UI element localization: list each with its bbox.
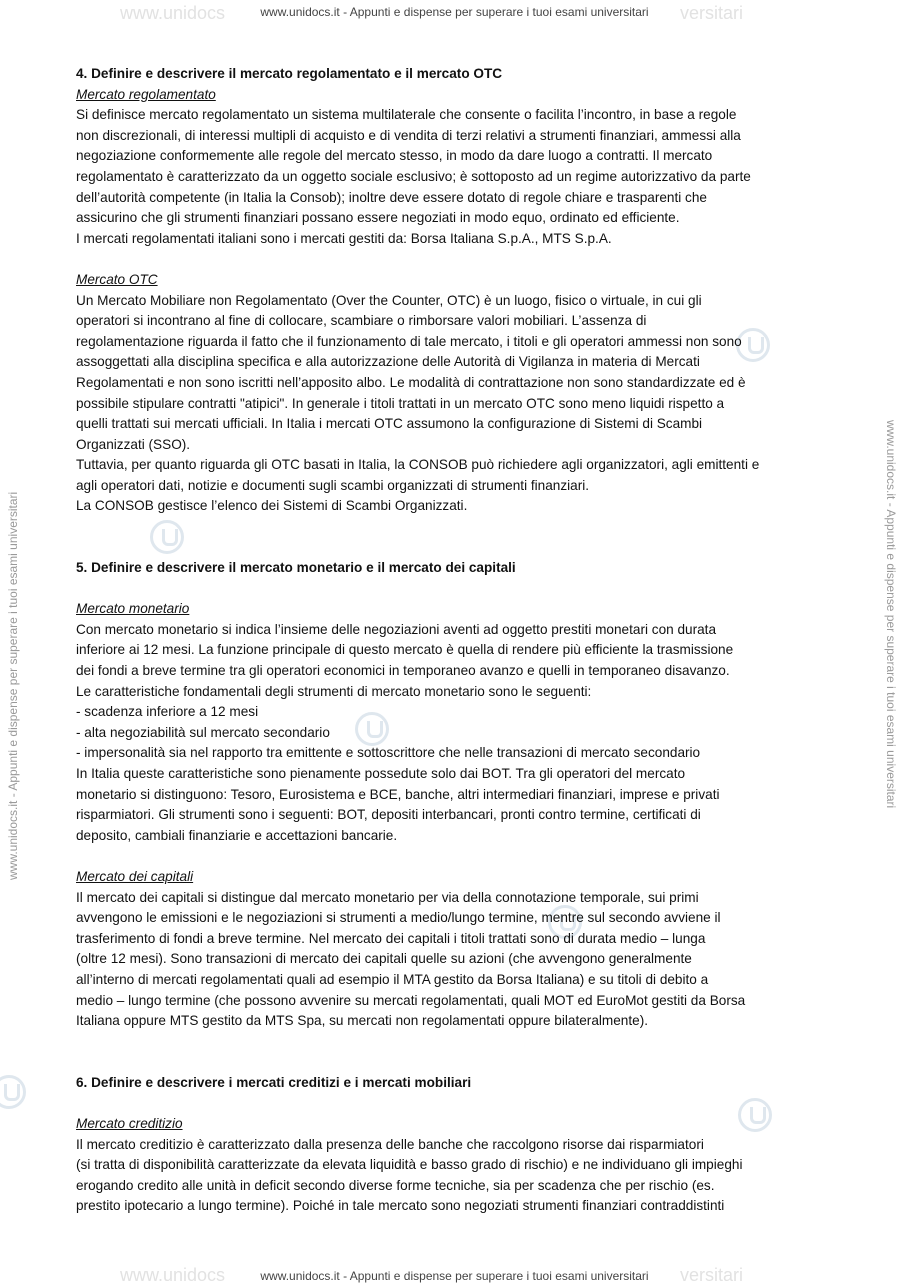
paragraph-line: risparmiatori. Gli strumenti sono i seguenti: BOT, depositi interbancari, pronti contro termine, certificati di: [76, 807, 701, 823]
paragraph-line: quelli trattati sui mercati ufficiali. In Italia i mercati OTC assumono la configurazione di Sistemi di Scambi: [76, 416, 703, 432]
paragraph-line: dell’autorità competente (in Italia la Consob); inoltre deve essere dotato di regole chiare e trasparenti che: [76, 189, 707, 205]
paragraph-line: agli operatori dati, notizie e documenti sugli scambi organizzati di strumenti finanziari.: [76, 477, 590, 493]
paragraph-line: Regolamentati e non sono iscritti nell’apposito albo. Le modalità di contrattazione non sono standardizzate ed è: [76, 374, 746, 390]
document-body: [76, 64, 848, 1217]
list-item: - alta negoziabilità sul mercato secondario: [76, 724, 330, 740]
paragraph-line: regolamentato è caratterizzato da un oggetto sociale esclusivo; è sottoposto ad un regime autorizzativo da parte: [76, 168, 751, 184]
subsection-title: Mercato OTC: [76, 271, 158, 287]
paragraph-line: medio – lungo termine (che possono avvenire su mercati regolamentati, quali MOT ed EuroMot gestiti da Borsa: [76, 992, 746, 1008]
paragraph-line: prestito ipotecario a lungo termine). Poiché in tale mercato sono negoziati strumenti finanziari contraddistinti: [76, 1198, 725, 1214]
section-heading: 6. Definire e descrivere i mercati creditizi e i mercati mobiliari: [76, 1074, 472, 1090]
section-heading: 4. Definire e descrivere il mercato regolamentato e il mercato OTC: [76, 66, 503, 81]
logo-watermark-icon: [0, 1075, 26, 1109]
paragraph-line: Italiana oppure MTS gestito da MTS Spa, su mercati non regolamentati oppure bilateralmente).: [76, 1013, 648, 1029]
section-heading: 5. Definire e descrivere il mercato monetario e il mercato dei capitali: [76, 560, 516, 576]
right-side-watermark: www.unidocs.it - Appunti e dispense per superare i tuoi esami universitari: [884, 420, 898, 809]
paragraph-line: Organizzati (SSO).: [76, 436, 191, 452]
paragraph-line: In Italia queste caratteristiche sono pienamente possedute solo dai BOT. Tra gli operatori del mercato: [76, 766, 686, 781]
paragraph-line: Il mercato dei capitali si distingue dal mercato monetario per via della connotazione temporale, sui primi: [76, 889, 699, 905]
paragraph-line: Le caratteristiche fondamentali degli strumenti di mercato monetario sono le seguenti:: [76, 683, 592, 699]
paragraph-line: I mercati regolamentati italiani sono i mercati gestiti da: Borsa Italiana S.p.A., MTS S.p.A.: [76, 230, 612, 246]
paragraph-line: erogando credito alle unità in deficit secondo diverse forme tecniche, sia per scadenza che per rischio (es.: [76, 1177, 715, 1193]
faint-watermark-bottom-left: www.unidocs: [120, 1265, 226, 1285]
paragraph-line: regolamentazione riguarda il fatto che il funzionamento di tale mercato, i titoli e gli operatori ammessi non sono: [76, 333, 742, 349]
paragraph-line: Tuttavia, per quanto riguarda gli OTC basati in Italia, la CONSOB può richiedere agli organizzatori, agli emittenti e: [76, 457, 760, 473]
paragraph-line: (si tratta di disponibilità caratterizzate da elevata liquidità e basso grado di rischio) e ne individuano gli impieghi: [76, 1157, 743, 1173]
paragraph-line: non discrezionali, di interessi multipli di acquisto e di vendita di terzi relativi a strumenti finanziari, ammessi alla: [76, 127, 741, 143]
paragraph-line: Il mercato creditizio è caratterizzato dalla presenza delle banche che raccolgono risorse dai risparmiatori: [76, 1136, 704, 1152]
paragraph-line: possibile stipulare contratti "atipici". In generale i titoli trattati in un mercato OTC sono meno liquidi rispetto a: [76, 395, 725, 411]
paragraph-line: assicurino che gli strumenti finanziari possano essere negoziati in modo equo, ordinato ed efficiente.: [76, 210, 680, 226]
faint-watermark-bottom-right: versitari: [680, 1265, 744, 1285]
page-header-watermark: www.unidocs.it - Appunti e dispense per superare i tuoi esami universitari: [260, 5, 649, 19]
paragraph-line: deposito, cambiali finanziarie e accettazioni bancarie.: [76, 827, 398, 843]
paragraph-line: (oltre 12 mesi). Sono transazioni di mercato dei capitali quelle su azioni (che avvengono generalmente: [76, 951, 692, 967]
paragraph-line: La CONSOB gestisce l’elenco dei Sistemi di Scambi Organizzati.: [76, 498, 468, 514]
paragraph-line: Con mercato monetario si indica l’insieme delle negoziazioni aventi ad oggetto prestiti monetari con durata: [76, 621, 717, 637]
paragraph-line: Un Mercato Mobiliare non Regolamentato (Over the Counter, OTC) è un luogo, fisico o virtuale, in cui gli: [76, 292, 702, 308]
paragraph-line: assoggettati alla disciplina specifica e alla autorizzazione delle Autorità di Vigilanza in materia di Mercati: [76, 354, 700, 370]
list-item: - impersonalità sia nel rapporto tra emittente e sottoscrittore che nelle transazioni di mercato secondario: [76, 745, 701, 761]
left-side-watermark: www.unidocs.it - Appunti e dispense per superare i tuoi esami universitari: [6, 491, 20, 880]
subsection-title: Mercato regolamentato: [76, 86, 216, 102]
faint-watermark-top-left: www.unidocs: [120, 3, 226, 23]
paragraph-line: Si definisce mercato regolamentato un sistema multilaterale che consente o facilita l’incontro, in base a regole: [76, 107, 737, 123]
paragraph-line: negoziazione conformemente alle regole del mercato stesso, in modo da dare luogo a contratti. Il mercato: [76, 148, 713, 164]
list-item: - scadenza inferiore a 12 mesi: [76, 704, 259, 720]
faint-watermark-top-right: versitari: [680, 3, 744, 23]
paragraph-line: operatori si incontrano al fine di collocare, scambiare o rimborsare valori mobiliari. L’assenza di: [76, 313, 647, 329]
paragraph-line: trasferimento di fondi a breve termine. Nel mercato dei capitali i titoli trattati sono di durata medio – lunga: [76, 930, 706, 946]
paragraph-line: dei fondi a breve termine tra gli operatori economici in temporaneo avanzo e quelli in temporaneo disavanzo.: [76, 663, 730, 679]
paragraph-line: avvengono le emissioni e le negoziazioni si strumenti a medio/lungo termine, mentre sul secondo avviene il: [76, 910, 721, 926]
paragraph-line: all’interno di mercati regolamentati quali ad esempio il MTA gestito da Borsa Italiana) e su titoli di debito a: [76, 971, 709, 987]
paragraph-line: monetario si distinguono: Tesoro, Eurosistema e BCE, banche, altri intermediari finanziari, imprese e privati: [76, 786, 720, 802]
subsection-title: Mercato dei capitali: [76, 868, 194, 884]
subsection-title: Mercato monetario: [76, 601, 190, 617]
subsection-title: Mercato creditizio: [76, 1115, 183, 1131]
page-footer-watermark: www.unidocs.it - Appunti e dispense per superare i tuoi esami universitari: [260, 1269, 649, 1283]
paragraph-line: inferiore ai 12 mesi. La funzione principale di questo mercato è quella di rendere più efficiente la trasmissione: [76, 642, 734, 658]
